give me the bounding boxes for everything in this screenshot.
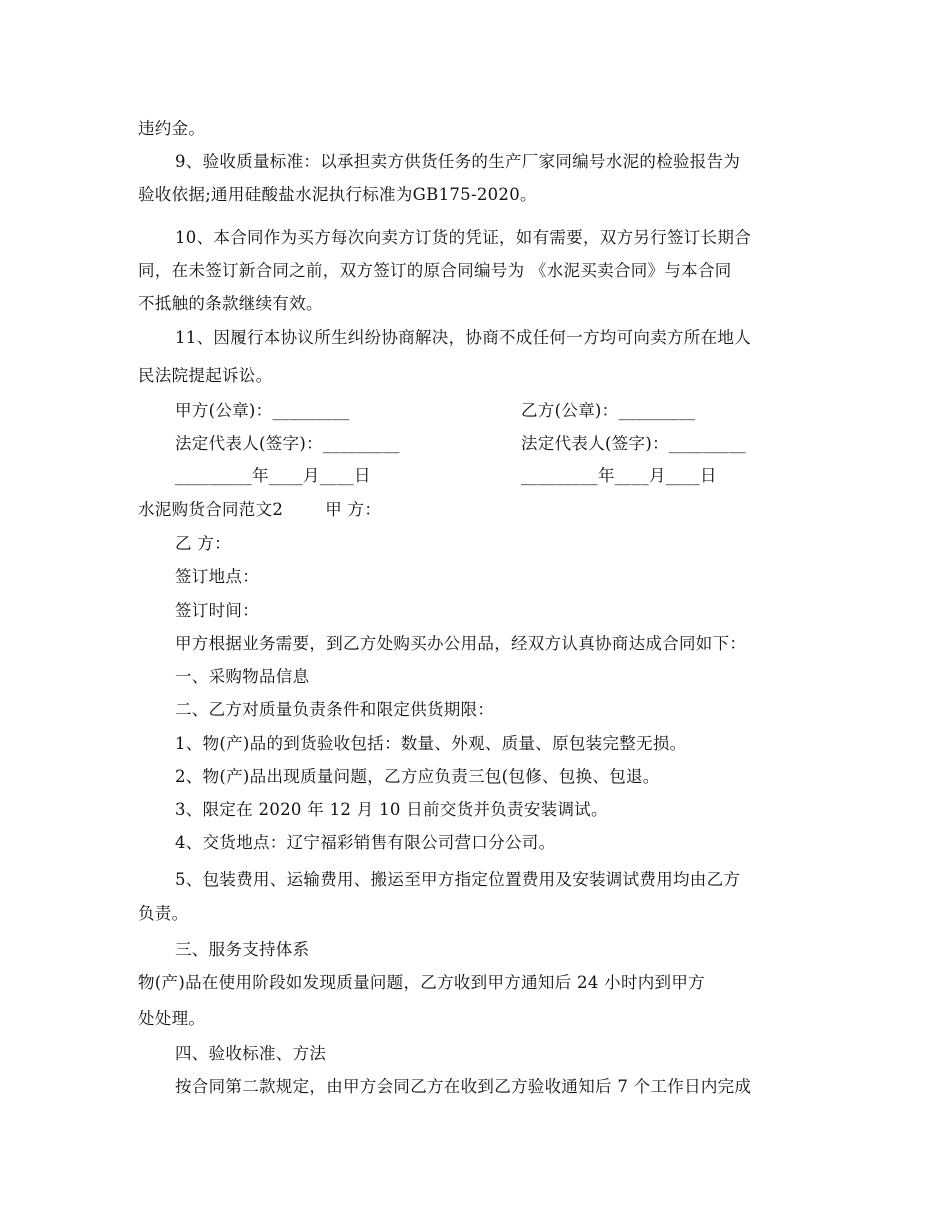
point-4: 4、交货地点：辽宁福彩销售有限公司营口分公司。 [175,833,556,852]
contract-intro: 甲方根据业务需要，到乙方处购买办公用品，经双方认真协商达成合同如下： [175,634,747,653]
party-b-label: 乙 方： [175,534,231,553]
acceptance-paragraph: 按合同第二款规定，由甲方会同乙方在收到乙方验收通知后 7 个工作日内完成 [175,1077,752,1096]
party-a-seal: 甲方(公章)：_________ [175,401,350,420]
party-b-seal: 乙方(公章)：_________ [521,401,696,420]
section-heading-line [138,499,381,521]
service-paragraph: 物(产)品在使用阶段如发现质量问题，乙方收到甲方通知后 24 小时内到甲方 [138,973,705,992]
text-line: 不抵触的条款继续有效。 [138,294,323,313]
section-item-3: 三、服务支持体系 [175,940,310,959]
point-1: 1、物(产)品的到货验收包括：数量、外观、质量、原包装完整无损。 [175,734,687,753]
party-a-label: 甲 方： [325,500,382,519]
section-heading: 水泥购货合同范文2 [138,500,284,519]
text-line: 民法院提起诉讼。 [138,366,273,385]
section-item-2: 二、乙方对质量负责条件和限定供货期限： [175,700,495,719]
clause-11: 11、因履行本协议所生纠纷协商解决，协商不成任何一方均可向卖方所在地人 [175,328,751,347]
text-line: 验收依据;通用硅酸盐水泥执行标准为GB175-2020。 [138,185,537,204]
section-item-4: 四、验收标准、方法 [175,1044,327,1063]
point-2: 2、物(产)品出现质量问题，乙方应负责三包(包修、包换、包退。 [175,767,660,786]
clause-10: 10、本合同作为买方每次向卖方订货的凭证，如有需要，双方另行签订长期合 [175,228,751,247]
point-3: 3、限定在 2020 年 12 月 10 日前交货并负责安装调试。 [175,800,608,819]
text-line: 处处理。 [138,1009,206,1028]
text-line: 同，在未签订新合同之前，双方签订的原合同编号为 《水泥买卖合同》与本合同 [138,261,732,280]
party-b-representative: 法定代表人(签字)：_________ [521,434,746,453]
section-item-1: 一、采购物品信息 [175,667,310,686]
signing-time: 签订时间： [175,601,259,620]
clause-9: 9、验收质量标准：以承担卖方供货任务的生产厂家同编号水泥的检验报告为 [175,152,741,171]
text-line: 负责。 [138,904,189,923]
point-5: 5、包装费用、运输费用、搬运至甲方指定位置费用及安装调试费用均由乙方 [175,870,741,889]
party-a-date: _________年____月____日 [175,466,371,485]
party-b-date: _________年____月____日 [521,466,717,485]
party-a-representative: 法定代表人(签字)：_________ [175,434,400,453]
signing-place: 签订地点： [175,567,259,586]
text-line: 违约金。 [138,119,206,138]
